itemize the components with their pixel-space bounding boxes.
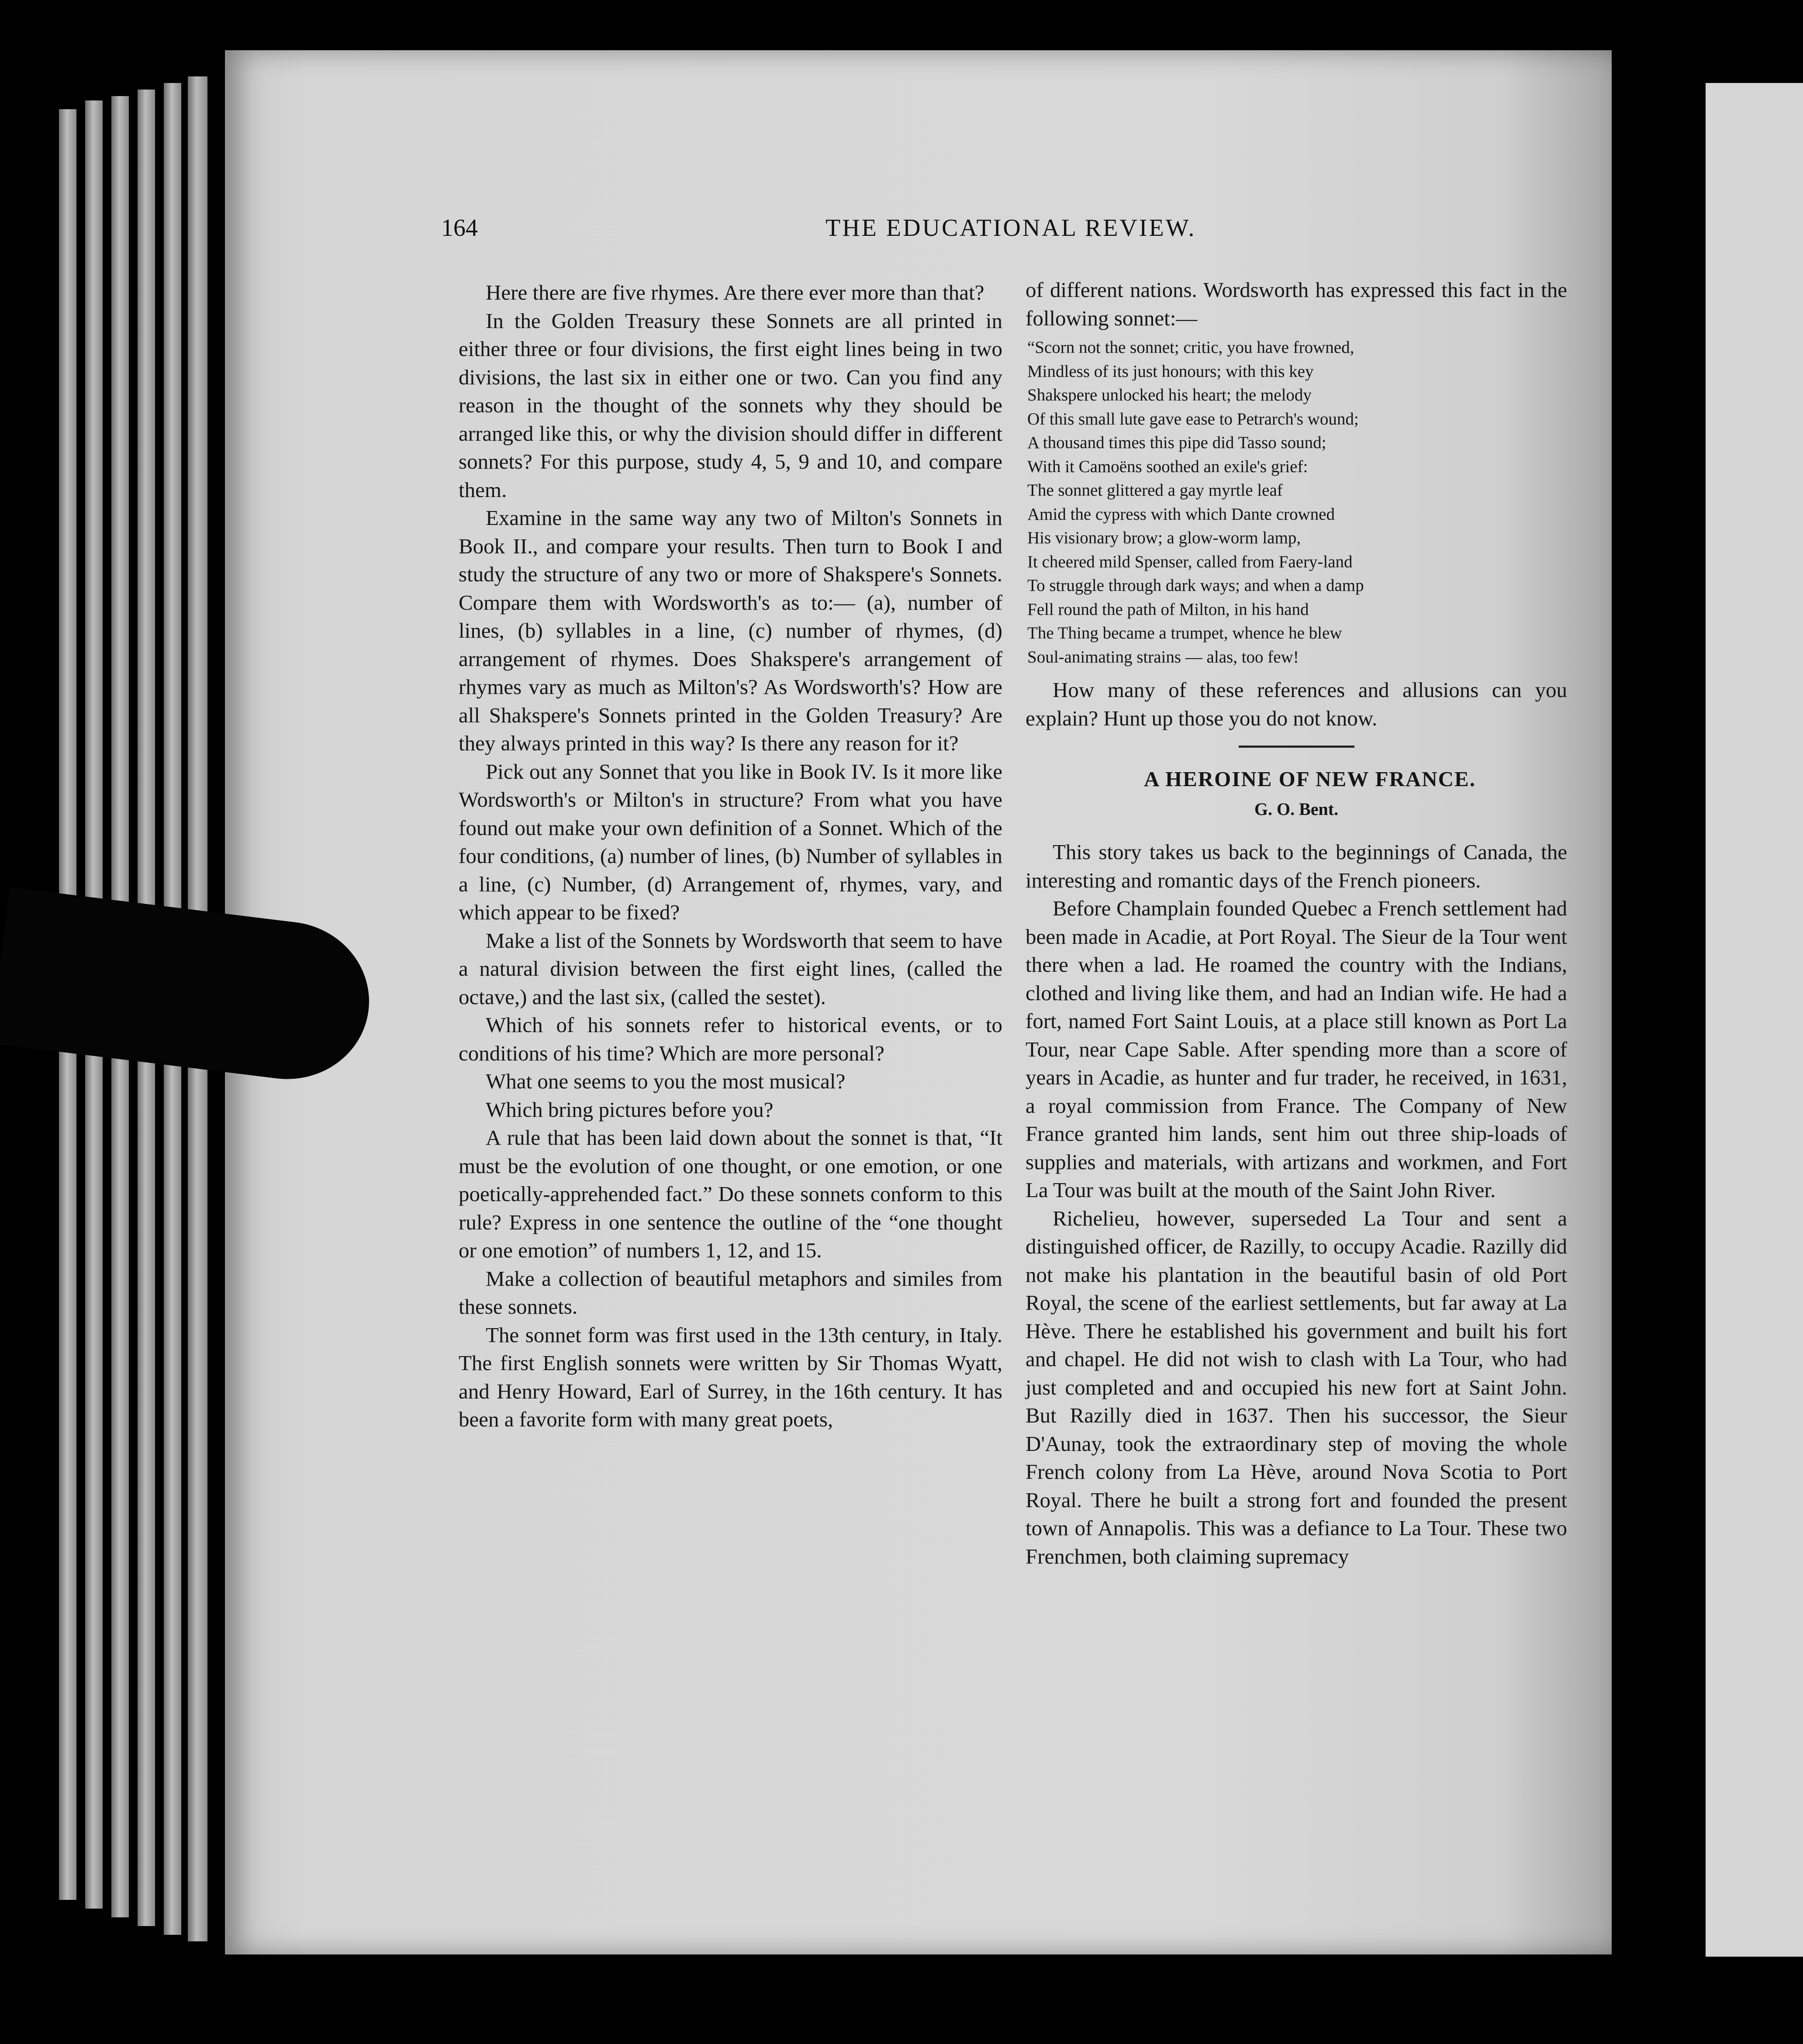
paragraph: Which bring pictures before you?: [486, 1097, 774, 1122]
poem-line: To struggle through dark ways; and when a damp: [1027, 576, 1364, 595]
sonnet-quotation: [1027, 336, 1567, 669]
article-title: A HEROINE OF NEW FRANCE.: [1144, 767, 1476, 791]
paragraph: Before Champlain founded Quebec a French settlement had been made in Acadie, at Port Royal. The Sieur de la Tour went there when a lad. He roamed the country with the Indians, clothed and living like them, and had an Indian wife. He had a fort, named Fort Saint Louis, at a place still known as Port La Tour, near Cape Sable. After spending more than a score of years in Acadie, as hunter and fur trader, he received, in 1631, a royal commission from France. The Company of New France granted him lands, sent him out three ship-loads of supplies and materials, with artizans and workmen, and Fort La Tour was built at the mouth of the Saint John River.: [1026, 896, 1567, 1202]
poem-line: The Thing became a trumpet, whence he blew: [1027, 624, 1342, 642]
page-number: 164: [441, 214, 478, 242]
facing-page-edge: [1706, 83, 1803, 1957]
paragraph: How many of these references and allusions can you explain? Hunt up those you do not know.: [1026, 678, 1567, 730]
poem-line: Soul-animating strains — alas, too few!: [1027, 647, 1299, 666]
poem-line: Amid the cypress with which Dante crowned: [1027, 504, 1335, 524]
poem-line: Of this small lute gave ease to Petrarch's wound;: [1027, 409, 1359, 428]
poem-line: It cheered mild Spenser, called from Faery-land: [1027, 552, 1353, 571]
poem-line: His visionary brow; a glow-worm lamp,: [1027, 528, 1301, 547]
right-column: [1026, 276, 1567, 1571]
poem-line: Fell round the path of Milton, in his hand: [1027, 600, 1309, 619]
poem-line: Mindless of its just honours; with this key: [1027, 362, 1314, 381]
poem-line: “Scorn not the sonnet; critic, you have frowned,: [1027, 338, 1354, 357]
paragraph: A rule that has been laid down about the sonnet is that, “It must be the evolution of one thought, or one emotion, or one poetically-apprehended fact.” Do these sonnets conform to this rule? Express in one sentence the outline of the “one thought or one emotion” of numbers 1, 12, and 15.: [459, 1126, 1002, 1262]
paragraph-continuation: of different nations. Wordsworth has expressed this fact in the following sonnet:—: [1026, 278, 1567, 330]
paragraph: This story takes us back to the beginnings of Canada, the interesting and romantic days of the French pioneers.: [1026, 840, 1567, 892]
left-column: [459, 279, 1002, 1434]
paragraph: Make a collection of beautiful metaphors and similes from these sonnets.: [459, 1266, 1002, 1319]
poem-line: The sonnet glittered a gay myrtle leaf: [1027, 481, 1283, 500]
paragraph: What one seems to you the most musical?: [486, 1069, 846, 1093]
paragraph: Pick out any Sonnet that you like in Book IV. Is it more like Wordsworth's or Milton's in structure? From what you have found out make your own definition of a Sonnet. Which of the four conditions, (a) number of lines, (b) Number of syllables in a line, (c) Number, (d) Arrangement of, rhymes, vary, and which appear to be fixed?: [459, 759, 1002, 924]
paragraph: In the Golden Treasury these Sonnets are all printed in either three or four divisions, the first eight lines being in two divisions, the last six in either one or two. Can you find any reason in the thought of the sonnets why they should be arranged like this, or why the division should differ in different sonnets? For this purpose, study 4, 5, 9 and 10, and compare them.: [459, 308, 1002, 502]
poem-line: With it Camoëns soothed an exile's grief:: [1027, 457, 1308, 476]
paragraph: Which of his sonnets refer to historical events, or to conditions of his time? Which are more personal?: [459, 1013, 1002, 1065]
running-title: THE EDUCATIONAL REVIEW.: [826, 214, 1196, 242]
paragraph: Make a list of the Sonnets by Wordsworth that seem to have a natural division between the first eight lines, (called the octave,) and the last six, (called the sestet).: [459, 928, 1002, 1009]
paragraph: The sonnet form was first used in the 13th century, in Italy. The first English sonnets were written by Sir Thomas Wyatt, and Henry Howard, Earl of Surrey, in the 16th century. It has been a favorite form with many great poets,: [459, 1322, 1002, 1431]
paragraph: Here there are five rhymes. Are there ever more than that?: [486, 280, 984, 304]
section-divider: [1239, 746, 1354, 748]
poem-line: Shakspere unlocked his heart; the melody: [1027, 386, 1312, 404]
paragraph: Examine in the same way any two of Milton's Sonnets in Book II., and compare your results. Then turn to Book I and study the structure of any two or more of Shakspere's Sonnets. Compare them with Wordsworth's as to:— (a), number of lines, (b) syllables in a line, (c) number of rhymes, (d) arrangement of rhymes. Does Shakspere's arrangement of rhymes vary as much as Milton's? As Wordsworth's? How are all Shakspere's Sonnets printed in the Golden Treasury? Are they always printed in this way? Is there any reason for it?: [459, 506, 1002, 755]
poem-line: A thousand times this pipe did Tasso sound;: [1027, 433, 1326, 452]
page-header: [441, 214, 1585, 253]
article-author: G. O. Bent.: [1254, 799, 1339, 819]
paragraph: Richelieu, however, superseded La Tour and sent a distinguished officer, de Razilly, to occupy Acadie. Razilly did not make his plantation in the beautiful basin of old Port Royal, the scene of the earliest settlements, but far away at La Hève. There he established his government and built his fort and chapel. He did not wish to clash with La Tour, who had just completed and and occupied his new fort at Saint John. But Razilly died in 1637. Then his successor, the Sieur D'Aunay, took the extraordinary step of moving the whole French colony from La Hève, around Nova Scotia to Port Royal. There he built a strong fort and founded the present town of Annapolis. This was a defiance to La Tour. These two Frenchmen, both claiming supremacy: [1026, 1206, 1567, 1568]
